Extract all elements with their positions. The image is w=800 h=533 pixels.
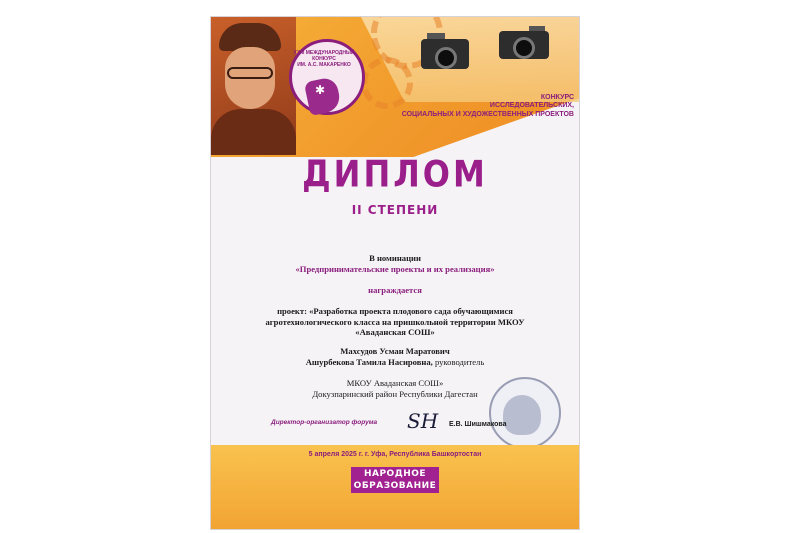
makarenko-portrait	[211, 17, 296, 155]
participant-name: Махсудов Усман Маратович	[340, 346, 450, 356]
emblem-line: ИМ. А.С. МАКАРЕНКО	[297, 61, 351, 68]
diploma-title: ДИПЛОМ	[302, 152, 488, 196]
nomination-name: «Предпринимательские проекты и их реализация»	[295, 264, 495, 274]
supervisor-name: Ашурбекова Тамила Насировна,	[305, 357, 433, 367]
emblem-line: XXIII МЕЖДУНАРОДНЫЙ	[293, 50, 355, 56]
date-place: 5 апреля 2025 г. г. Уфа, Республика Башкортостан	[308, 451, 482, 458]
camera-illustration	[499, 31, 549, 59]
logo-line: ОБРАЗОВАНИЕ	[353, 481, 437, 491]
narodnoe-obrazovanie-logo	[351, 467, 439, 493]
project-description	[211, 306, 579, 338]
contest-line: СОЦИАЛЬНЫХ И ХУДОЖЕСТВЕННЫХ ПРОЕКТОВ	[401, 110, 574, 118]
project-line: «Аваданская СОШ»	[355, 327, 435, 338]
school-name: МКОУ Аваданская СОШ»	[346, 378, 444, 388]
emblem-line: КОНКУРС	[312, 55, 336, 62]
emblem-text	[293, 51, 355, 68]
school-region: Докузпаринский район Республики Дагестан	[312, 389, 478, 399]
contest-line: КОНКУРС	[540, 94, 574, 101]
diploma-degree: II СТЕПЕНИ	[351, 203, 439, 217]
camera-illustration	[421, 39, 469, 69]
awarded-label: награждается	[368, 285, 422, 295]
supervisor-line	[211, 357, 579, 368]
project-line: агротехнологического класса на пришкольной территории МКОУ	[265, 316, 525, 327]
nomination-intro: В номинации	[369, 253, 421, 263]
supervisor-role: руководитель	[432, 357, 485, 367]
director-name: Е.В. Шишмакова	[449, 421, 507, 428]
contest-line: ИССЛЕДОВАТЕЛЬСКИХ,	[489, 102, 574, 110]
seal-portrait	[503, 395, 541, 435]
diploma-sheet	[210, 16, 580, 530]
contest-name	[386, 94, 574, 119]
logo-line: НАРОДНОЕ	[363, 469, 427, 479]
director-signature: SH	[407, 409, 439, 433]
project-line: проект: «Разработка проекта плодового сада обучающимися	[277, 306, 513, 316]
director-label: Директор-организатор форума	[271, 419, 378, 426]
star-icon: ✱	[315, 83, 326, 97]
